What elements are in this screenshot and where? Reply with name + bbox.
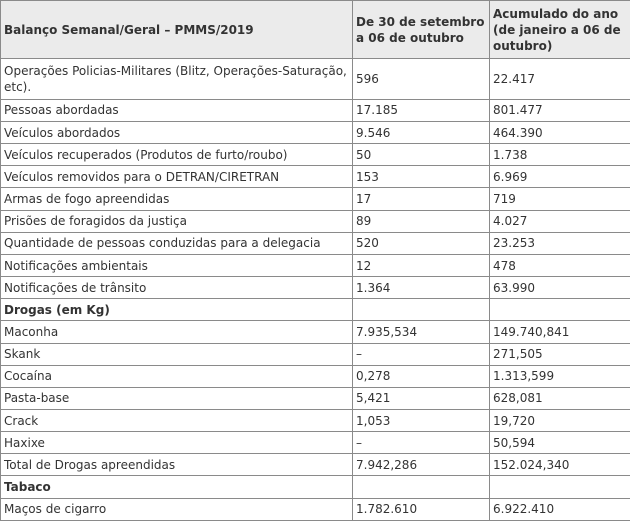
row-week-value: 7.942,286 [353,454,490,476]
row-label: Maconha [1,321,353,343]
row-week-value: 50 [353,144,490,166]
row-week-value: 17.185 [353,99,490,121]
table-header [1,1,630,59]
row-week-value: 12 [353,254,490,276]
row-label: Quantidade de pessoas conduzidas para a delegacia [1,232,353,254]
section-label: Tabaco [1,476,353,498]
row-week-value: 1.782.610 [353,498,490,520]
row-label: Cocaína [1,365,353,387]
row-week-value: 596 [353,59,490,100]
row-year-value: 801.477 [490,99,630,121]
row-week-value: 1.364 [353,277,490,299]
row-year-value: 4.027 [490,210,630,232]
table-row [1,232,630,254]
table-row [1,365,630,387]
row-label: Veículos removidos para o DETRAN/CIRETRAN [1,166,353,188]
row-label: Veículos recuperados (Produtos de furto/roubo) [1,144,353,166]
table-row [1,144,630,166]
table-row [1,277,630,299]
table-row [1,166,630,188]
row-year-value: 464.390 [490,121,630,143]
row-year-value: 23.253 [490,232,630,254]
row-label: Armas de fogo apreendidas [1,188,353,210]
row-year-value: 6.969 [490,166,630,188]
row-year-value: 149.740,841 [490,321,630,343]
table-row [1,99,630,121]
table-row [1,454,630,476]
row-week-value: 1,053 [353,410,490,432]
table-row [1,387,630,409]
header-row [1,1,630,59]
table-row [1,59,630,100]
row-year-value: 1.313,599 [490,365,630,387]
row-label: Operações Policias-Militares (Blitz, Operações-Saturação, etc). [1,59,353,100]
row-week-value: 153 [353,166,490,188]
header-balance-title: Balanço Semanal/Geral – PMMS/2019 [1,1,353,59]
row-label: Prisões de foragidos da justiça [1,210,353,232]
header-year-accumulated: Acumulado do ano (de janeiro a 06 de outubro) [490,1,630,59]
row-label: Haxixe [1,432,353,454]
row-year-value [490,299,630,321]
row-week-value: 520 [353,232,490,254]
row-label: Total de Drogas apreendidas [1,454,353,476]
row-label: Veículos abordados [1,121,353,143]
table-row [1,432,630,454]
row-week-value: 0,278 [353,365,490,387]
row-year-value: 1.738 [490,144,630,166]
row-year-value: 22.417 [490,59,630,100]
table-row [1,121,630,143]
row-week-value: – [353,343,490,365]
row-year-value: 152.024,340 [490,454,630,476]
row-year-value: 63.990 [490,277,630,299]
row-year-value: 271,505 [490,343,630,365]
table-body [1,59,630,521]
row-year-value: 50,594 [490,432,630,454]
row-label: Notificações de trânsito [1,277,353,299]
row-label: Maços de cigarro [1,498,353,520]
row-week-value: 7.935,534 [353,321,490,343]
table-row [1,343,630,365]
row-week-value: 89 [353,210,490,232]
row-week-value: – [353,432,490,454]
section-row-drugs [1,299,630,321]
table-row [1,321,630,343]
row-label: Notificações ambientais [1,254,353,276]
row-year-value: 478 [490,254,630,276]
table-row [1,188,630,210]
header-week-period: De 30 de setembro a 06 de outubro [353,1,490,59]
row-label: Pasta-base [1,387,353,409]
row-label: Crack [1,410,353,432]
row-label: Skank [1,343,353,365]
row-year-value: 6.922.410 [490,498,630,520]
table-row [1,254,630,276]
row-week-value: 17 [353,188,490,210]
table-row [1,410,630,432]
row-year-value [490,476,630,498]
row-week-value [353,476,490,498]
table-row [1,210,630,232]
row-week-value: 9.546 [353,121,490,143]
row-year-value: 19,720 [490,410,630,432]
table-row [1,498,630,520]
row-year-value: 628,081 [490,387,630,409]
row-week-value [353,299,490,321]
row-week-value: 5,421 [353,387,490,409]
section-row-tobacco [1,476,630,498]
section-label: Drogas (em Kg) [1,299,353,321]
row-year-value: 719 [490,188,630,210]
row-label: Pessoas abordadas [1,99,353,121]
